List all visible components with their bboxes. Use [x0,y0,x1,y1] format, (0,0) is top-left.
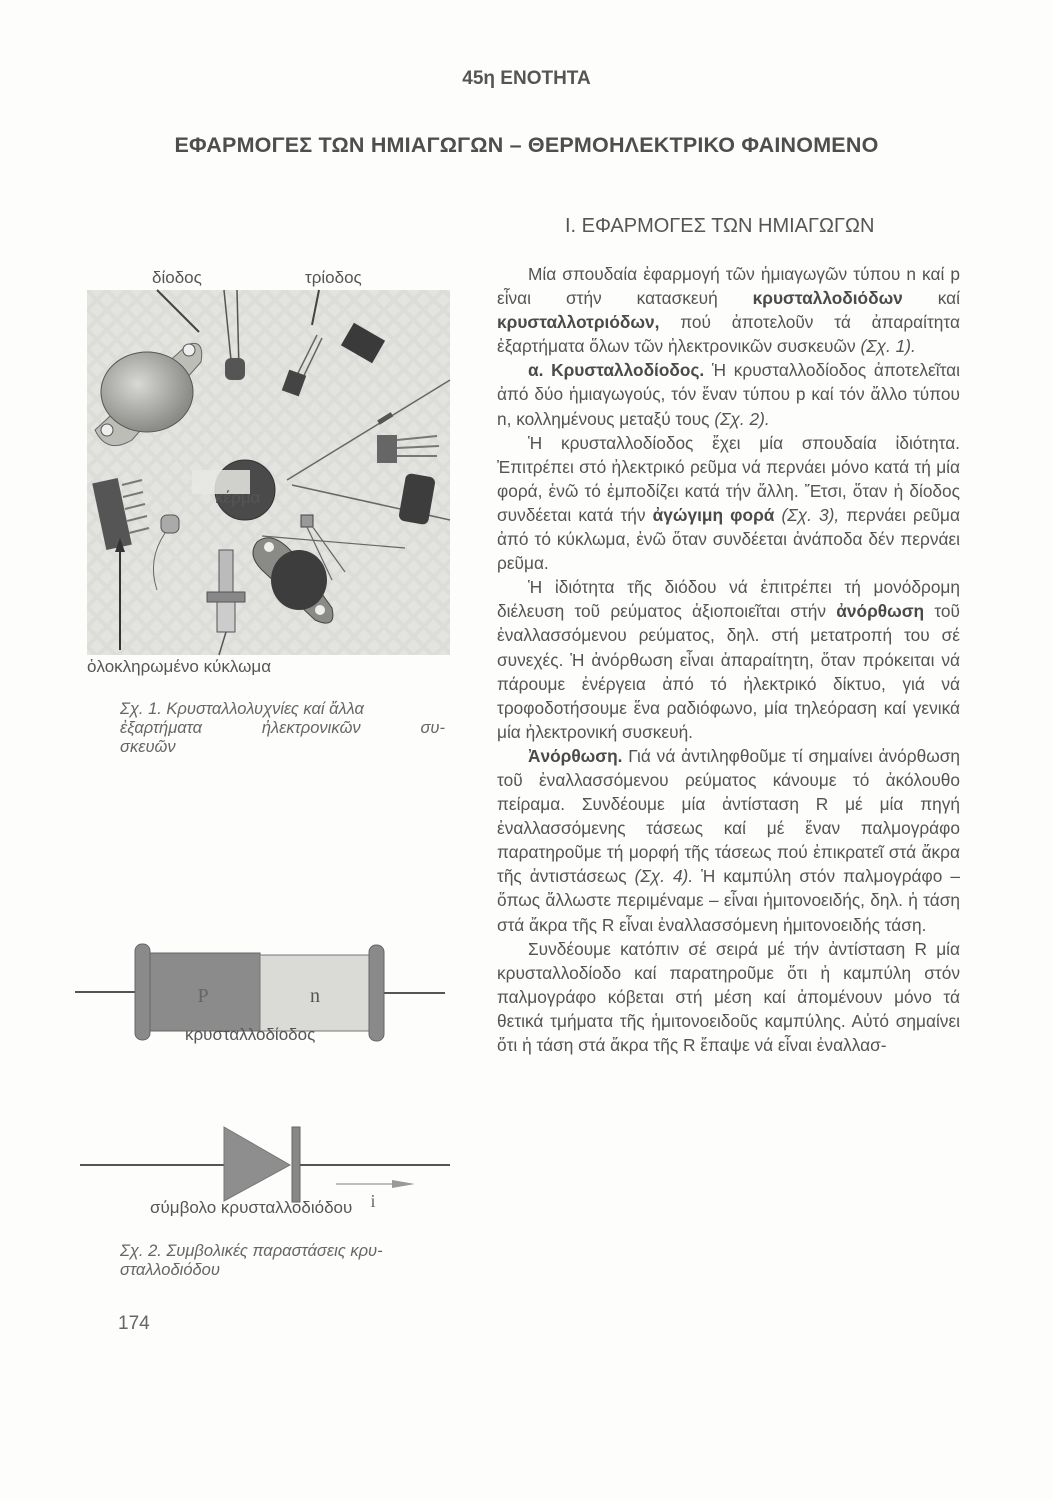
current-arrow-icon [392,1180,415,1188]
paragraph-crystal-diode: α. Κρυσταλλοδίοδος. Ἡ κρυσταλλοδίοδος ἀποτελεῖται ἀπό δύο ἡμιαγωγούς, τόν ἕναν τύπου p καί τόν ἄλλο τύπου n, κολλημένους μεταξύ τους (Σχ. 2). [497,360,960,429]
label-crystal-diode: κρυσταλλοδίοδος [185,1025,316,1044]
figure1-caption [120,700,445,757]
components-photo [87,290,450,655]
n-label: n [310,985,320,1007]
paragraph-experiment: Συνδέουμε κατόπιν σέ σειρά μέ τήν ἀντίσταση R μία κρυσταλλοδίοδο καί παρατηροῦμε ὅτι ἡ καμπύλη στόν παλμογράφο κόβεται στή μέση καί ἀπομένουν μόνο τά θετικά τμήματα τῆς ἡμιτονοειδοῦς καμπύλης. Αὐτό σημαίνει ὅτι ἡ τάση στά ἄκρα τῆς R ἔπαψε νά εἶναι ἐναλλασ- [497,938,960,1055]
figure2-caption [120,1242,450,1280]
figure1-caption-line: ἐξαρτήματα ἠλεκτρονικῶν συ- [120,719,445,737]
p-label: P [197,985,209,1007]
figure2-caption-line: Σχ. 2. Συμβολικές παραστάσεις κρυ- [120,1242,383,1260]
current-label: i [370,1191,376,1211]
label-diode-symbol: σύμβολο κρυσταλλοδιόδου [150,1198,353,1217]
unit-label: 45η ΕΝΟΤΗΤΑ [462,68,591,89]
label-coin: κέρμα [215,488,261,507]
body-text [497,262,960,1057]
label-triode: τρίοδος [305,268,362,287]
end-cap-right [369,945,384,1041]
paragraph-property: Ἡ κρυσταλλοδίοδος ἔχει μία σπουδαία ἰδιότητα. Ἐπιτρέπει στό ἠλεκτρικό ρεῦμα νά περνάει μόνο κατά τή μία φορά, ἐνῶ τό ἐμποδίζει κατά τήν ἄλλη. Ἔτσι, ὅταν ἡ δίοδος συνδέεται κατά τήν ἀγώγιμη φορά (Σχ. 3), περνάει ρεῦμα ἀπό τό κύκλωμα, ἐνῶ ὅταν συνδέεται ἀνάποδα δέν περνάει ρεῦμα. [497,432,960,574]
section-title: Ι. ΕΦΑΡΜΟΓΕΣ ΤΩΝ ΗΜΙΑΓΩΓΩΝ [565,215,875,237]
figure1-caption-line: σκευῶν [120,738,176,756]
diode-triangle-icon [224,1127,290,1201]
label-integrated-circuit: ὁλοκληρωμένο κύκλωμα [87,657,272,676]
label-diode: δίοδος [152,268,202,287]
page-number: 174 [118,1313,150,1334]
paragraph-rectification: Ἀνόρθωση. Γιά νά ἀντιληφθοῦμε τί σημαίνει ἀνόρθωση τοῦ ἐναλλασσόμενου ρεύματος κάνουμε τό ἀκόλουθο πείραμα. Συνδέουμε μία ἀντίσταση R μέ μία πηγή ἐναλλασσόμενης τάσεως καί μέ ἕναν παλμογράφο παρατηροῦμε τή μορφή τῆς τάσεως πού ἐπικρατεῖ στά ἄκρα τῆς ἀντιστάσεως (Σχ. 4). Ἡ καμπύλη στόν παλμογράφο – ὅπως ἄλλωστε περιμέναμε – εἶναι ἡμιτονοειδής, δηλ. ἡ τάση στά ἄκρα τῆς R εἶναι ἐναλλασσόμενη ἡμιτονοειδής τάση. [497,745,960,935]
components-photo-illustration [87,290,450,655]
paragraph-intro: Μία σπουδαία ἐφαρμογή τῶν ἡμιαγωγῶν τύπου n καί p εἶναι στήν κατασκευή κρυσταλλοδιόδων καί κρυσταλλοτριόδων, πού ἀποτελοῦν τά ἀπαραίτητα ἐξαρτήματα ὅλων τῶν ἠλεκτρονικῶν συσκευῶν (Σχ. 1). [497,264,960,357]
diode-bar-icon [292,1127,300,1202]
figure1-caption-line: Σχ. 1. Κρυσταλλολυχνίες καί ἄλλα [120,700,364,718]
paragraph-rectification-use: Ἡ ἰδιότητα τῆς διόδου νά ἐπιτρέπει τή μονόδρομη διέλευση τοῦ ρεύματος ἀξιοποιεῖται στήν ἀνόρθωση τοῦ ἐναλλασσόμενου ρεύματος, δηλ. στή μετατροπή του σέ συνεχές. Ἡ ἀνόρθωση εἶναι ἀπαραίτητη, ὅταν πρόκειται νά πάρουμε ἐνέργεια ἀπό τό ἠλεκτρικό δίκτυο, γιά νά τροφοδοτήσουμε ἕνα ραδιόφωνο, μία τηλεόραση καί γενικά μία ἠλεκτρονική συσκευή. [497,577,960,742]
figure2-caption-line: σταλλοδιόδου [120,1261,220,1279]
chapter-title: ΕΦΑΡΜΟΓΕΣ ΤΩΝ ΗΜΙΑΓΩΓΩΝ – ΘΕΡΜΟΗΛΕΚΤΡΙΚΟ ΦΑΙΝΟΜΕΝΟ [174,133,879,157]
end-cap-left [135,944,150,1040]
